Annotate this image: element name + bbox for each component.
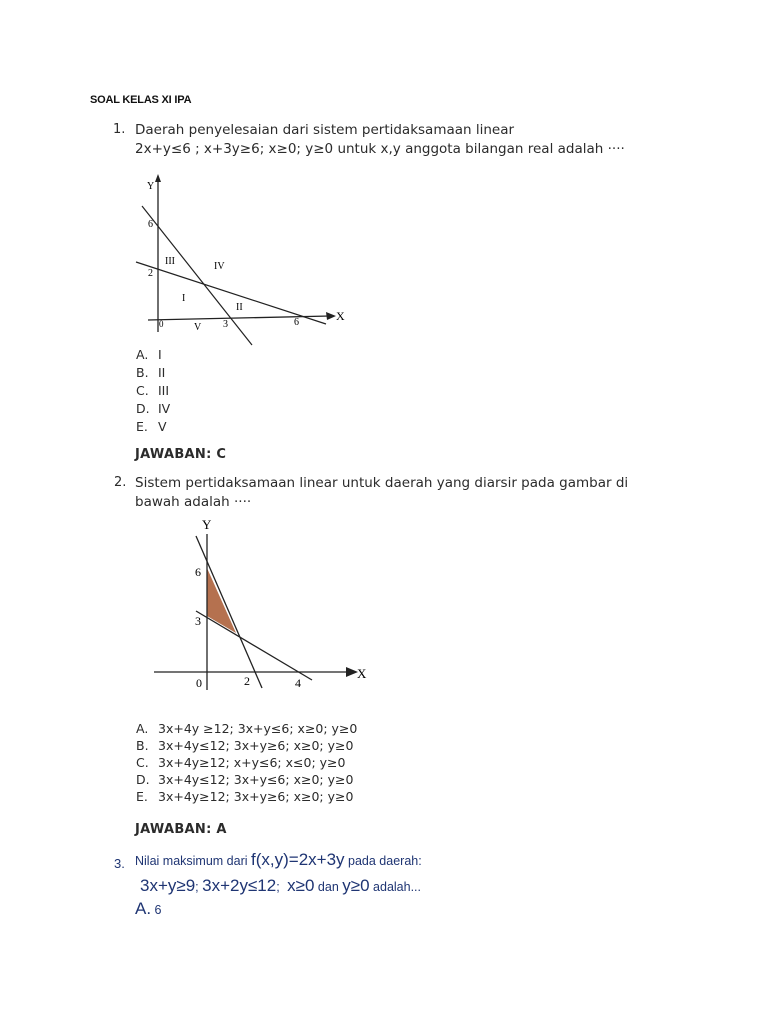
question-2-line-2: bawah adalah ···· — [135, 494, 252, 510]
region-label-IV: IV — [214, 261, 225, 272]
option-e[interactable]: E. 3x+4y≥12; 3x+y≥6; x≥0; y≥0 — [136, 789, 354, 804]
option-a[interactable]: A. I — [136, 347, 162, 362]
tick-y-6: 6 — [148, 219, 153, 230]
question-2-options — [136, 720, 357, 805]
question-3-line-1: Nilai maksimum dari f(x,y)=2x+3y pada daerah: — [135, 850, 422, 869]
question-2-answer: JAWABAN: A — [135, 822, 227, 837]
shaded-region — [207, 568, 236, 633]
question-2-line-1: Sistem pertidaksamaan linear untuk daerah yang diarsir pada gambar di — [135, 475, 629, 491]
question-1-line-2: 2x+y≤6 ; x+3y≥6; x≥0; y≥0 untuk x,y anggota bilangan real adalah ···· — [135, 141, 625, 157]
tick-x-4: 4 — [295, 676, 301, 690]
axis-label-y: Y — [202, 517, 212, 532]
x-axis-arrow — [326, 312, 336, 320]
y-axis-arrow — [155, 174, 161, 182]
region-label-II: II — [236, 302, 243, 313]
option-d[interactable]: D. 3x+4y≤12; 3x+y≤6; x≥0; y≥0 — [136, 772, 354, 787]
line-x-plus-3y-6 — [136, 262, 326, 324]
tick-origin: 0 — [196, 676, 202, 690]
tick-x-3: 3 — [223, 319, 228, 330]
question-1-line-1: Daerah penyelesaian dari sistem pertidaksamaan linear — [135, 122, 515, 138]
question-2-text — [135, 474, 628, 512]
question-3-constraints: 3x+y≥9; 3x+2y≤12; x≥0 dan y≥0 adalah... — [140, 876, 421, 895]
option-c[interactable]: C. III — [136, 383, 170, 398]
tick-x-2: 2 — [244, 674, 250, 688]
question-3-option-a[interactable]: A. 6 — [135, 899, 162, 918]
axis-label-y: Y — [147, 181, 155, 192]
tick-y-6: 6 — [195, 565, 201, 579]
line-3x-plus-y-6 — [196, 536, 262, 688]
option-a[interactable]: A. 3x+4y ≥12; 3x+y≤6; x≥0; y≥0 — [136, 721, 358, 736]
constraint-1: 3x+y≥9 — [140, 876, 196, 895]
objective-function: f(x,y)=2x+3y — [251, 850, 345, 869]
tick-x-6: 6 — [294, 317, 299, 328]
axis-label-x: X — [357, 666, 367, 681]
option-b[interactable]: B. II — [136, 365, 166, 380]
constraint-2: 3x+2y≤12 — [202, 876, 277, 895]
constraint-4: y≥0 — [342, 876, 370, 895]
option-c[interactable]: C. 3x+4y≥12; x+y≤6; x≤0; y≥0 — [136, 755, 346, 770]
page-title: SOAL KELAS XI IPA — [90, 94, 192, 106]
option-e[interactable]: E. V — [136, 419, 167, 434]
tick-origin: 0 — [159, 319, 164, 329]
question-1-number: 1. — [113, 122, 126, 137]
question-1-text — [135, 121, 625, 159]
region-label-I: I — [182, 293, 186, 304]
tick-y-2: 2 — [148, 268, 153, 279]
region-label-V: V — [194, 322, 202, 333]
option-b[interactable]: B. 3x+4y≤12; 3x+y≥6; x≥0; y≥0 — [136, 738, 354, 753]
axis-label-x: X — [336, 309, 345, 323]
question-2-number: 2. — [114, 475, 127, 490]
question-1-options — [136, 346, 170, 436]
question-2-graph — [148, 512, 376, 697]
option-d[interactable]: D. IV — [136, 401, 171, 416]
question-1-answer: JAWABAN: C — [135, 447, 227, 462]
tick-y-3: 3 — [195, 614, 201, 628]
question-3-number: 3. — [114, 856, 125, 871]
question-1-graph — [130, 170, 360, 350]
region-label-III: III — [165, 256, 175, 267]
constraint-3: x≥0 — [287, 876, 315, 895]
